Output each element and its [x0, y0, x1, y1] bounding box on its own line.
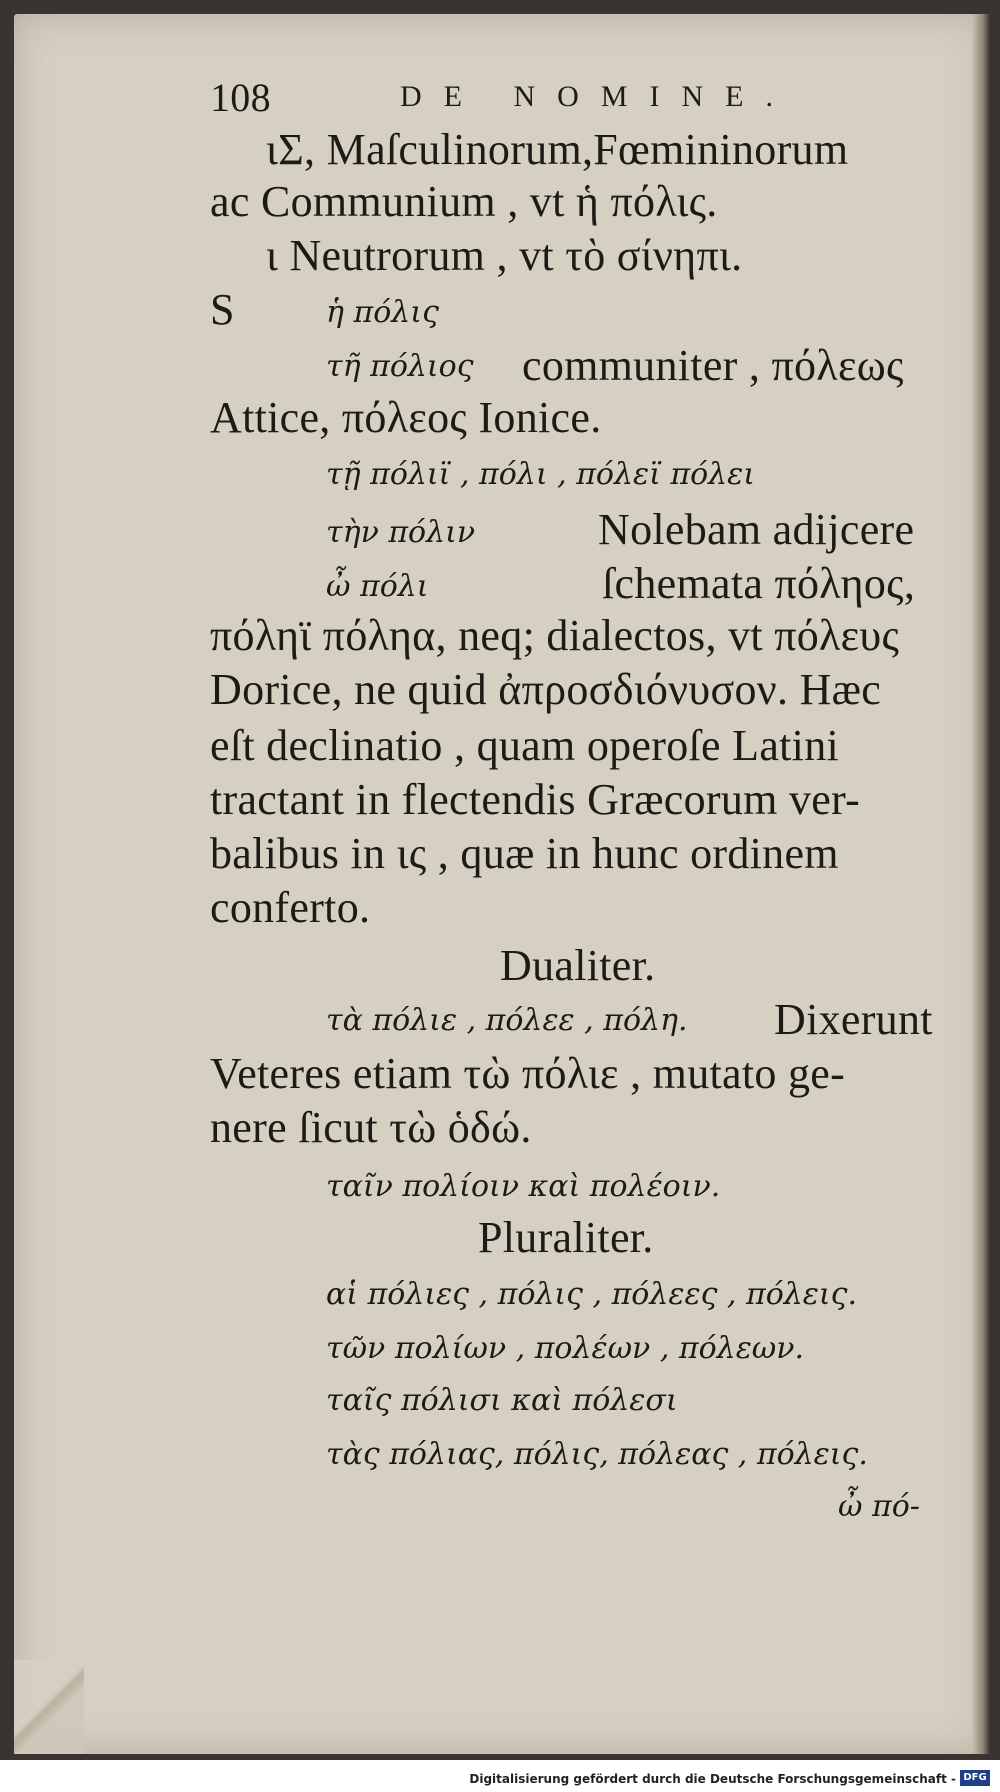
- text-line: Dixerunt: [774, 995, 933, 1044]
- text-line: τῶν πολίων , πολέων , πόλεων.: [326, 1331, 805, 1366]
- text-line: Dorice, ne quid ἀπροσδιόνυσον. Hæc: [210, 665, 882, 714]
- text-line: Attice, πόλεος Ionice.: [210, 393, 602, 442]
- text-line: Nolebam adijcere: [598, 505, 915, 554]
- text-line: ιΣ, Maſculinorum,Fœmininorum: [266, 125, 849, 174]
- dfg-logo: DFG: [960, 1770, 990, 1786]
- text-line: Veteres etiam τὼ πόλιε , mutato ge-: [210, 1049, 846, 1098]
- text-line: ἡ πόλις: [326, 295, 439, 330]
- text-line: αἱ πόλιες , πόλις , πόλεες , πόλεις.: [326, 1277, 857, 1312]
- text-line: balibus in ις , quæ in hunc ordinem: [210, 829, 839, 878]
- text-line: τῇ πόλιϊ , πόλι , πόλεϊ πόλει: [326, 457, 756, 492]
- text-line: τὰς πόλιας, πόλις, πόλεας , πόλεις.: [326, 1437, 868, 1472]
- text-line: tractant in flectendis Græcorum ver-: [210, 775, 861, 824]
- text-line: ὦ πόλι: [326, 569, 429, 604]
- section-heading: Pluraliter.: [478, 1213, 654, 1262]
- text-line: ι Neutrorum , vt τὸ σίνηπι.: [266, 231, 743, 280]
- running-title: DE NOMINE.: [400, 80, 795, 113]
- text-line: τὴν πόλιν: [326, 515, 476, 550]
- text-line: ſchemata πόληος,: [602, 559, 916, 608]
- text-line: ταῖν πολίοιν καὶ πολέοιν.: [326, 1169, 721, 1204]
- catchword: ὦ πό-: [838, 1489, 920, 1524]
- section-heading: Dualiter.: [500, 941, 656, 990]
- text-line: S: [210, 285, 235, 334]
- text-line: communiter , πόλεως: [522, 341, 904, 390]
- text-line: ac Communium , vt ἡ πόλις.: [210, 177, 718, 226]
- text-line: conferto.: [210, 883, 371, 932]
- text-line: eſt declinatio , quam operoſe Latini: [210, 721, 840, 770]
- text-line: nere ſicut τὼ ὁδώ.: [210, 1103, 532, 1152]
- text-line: πόληϊ πόληα, neq; dialectos, vt πόλευς: [210, 611, 900, 660]
- text-line: τῆ πόλιος: [326, 349, 474, 384]
- footer-credit: Digitalisierung gefördert durch die Deutsche Forschungsgemeinschaft -: [469, 1772, 956, 1786]
- page-number: 108: [210, 75, 271, 120]
- text-line: ταῖς πόλισι καὶ πόλεσι: [326, 1383, 678, 1418]
- text-line: τὰ πόλιε , πόλεε , πόλη.: [326, 1003, 688, 1038]
